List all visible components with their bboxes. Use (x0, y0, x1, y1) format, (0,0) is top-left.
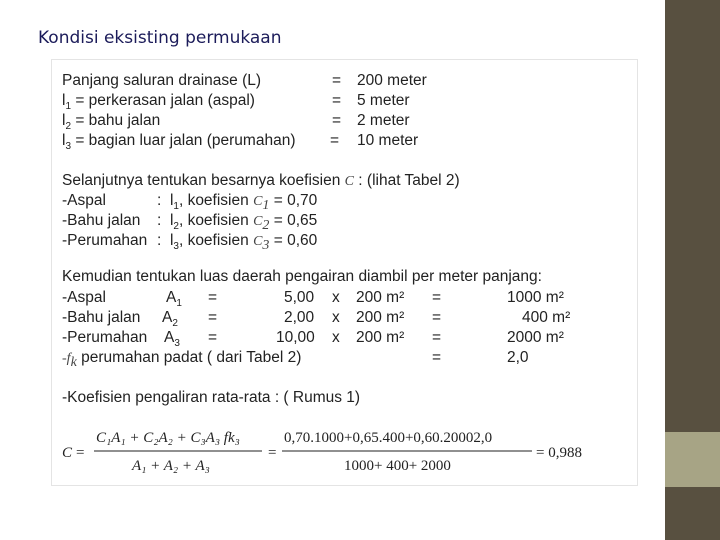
coef-name: -Bahu jalan (62, 212, 141, 229)
area-name: -Bahu jalan (62, 309, 141, 326)
area-eq: = (208, 309, 218, 326)
area-a-sub: 2 (172, 318, 178, 330)
fk-sub: k (70, 355, 77, 371)
length-value: 2 meter (357, 112, 410, 129)
coef-value: = 0,60 (269, 232, 318, 249)
area-length: 2,00 (284, 309, 315, 326)
area-result: 400 m² (522, 309, 571, 326)
coef-value: = 0,70 (269, 192, 318, 209)
area-a: A (162, 309, 173, 326)
length-subscript: 1 (65, 101, 72, 113)
coef-sep: : (157, 232, 162, 249)
area-length: 5,00 (284, 289, 315, 306)
area-symbol (166, 289, 182, 310)
fk-line (62, 349, 302, 371)
coef-l-sub: 3 (173, 241, 179, 253)
area-row-aspal (62, 289, 106, 307)
length-symbol: l (62, 112, 66, 129)
area-eq2: = (432, 289, 442, 306)
coef-row-aspal (62, 192, 106, 210)
length-symbol: l (62, 92, 66, 109)
coef-expression (157, 192, 318, 214)
coef-text: , koefisien (178, 212, 254, 229)
area-heading: Kemudian tentukan luas daerah pengairan diambil per meter panjang: (62, 268, 542, 285)
fk-eq: = (432, 349, 442, 366)
side-decor-dark (665, 0, 720, 432)
area-mult: 200 m² (356, 309, 405, 326)
area-a-sub: 1 (176, 298, 182, 310)
coef-heading-tail: : (lihat Tabel 2) (353, 172, 460, 189)
coef-heading-text: Selanjutnya tentukan besarnya koefisien (62, 172, 345, 189)
content-image-panel (52, 60, 637, 485)
length-label: = bahu jalan (71, 112, 161, 129)
formula-num2: 0,70.1000+0,65.400+0,60.20002,0 (284, 430, 493, 446)
coef-expression (157, 212, 318, 234)
length-eq: = (332, 112, 342, 129)
coef-c: C (253, 214, 263, 229)
coef-l: l (169, 232, 174, 249)
area-eq2: = (432, 329, 442, 346)
formula-eq1: = (76, 445, 85, 461)
area-times: x (332, 289, 340, 306)
length-eq: = (330, 132, 340, 149)
area-name: -Perumahan (62, 329, 148, 346)
length-line-l3 (62, 132, 296, 153)
area-a: A (164, 329, 175, 346)
formula-den1: A₁ + A₂ + A₃ (132, 458, 210, 474)
length-subscript: 3 (65, 141, 72, 153)
area-symbol (164, 329, 180, 350)
formula-eq2: = (268, 445, 277, 461)
fk-text: perumahan padat ( dari Tabel 2) (76, 349, 302, 366)
area-symbol (162, 309, 178, 330)
area-result: 1000 m² (507, 289, 564, 306)
fk-symbol: -f (62, 351, 71, 366)
formula-num1: C₁A₁ + C₂A₂ + C₃A₃ fk₃ (96, 430, 240, 446)
length-label: = bagian luar jalan (perumahan) (71, 132, 296, 149)
side-decor-bottom (665, 487, 720, 540)
coef-c-sub: 3 (262, 238, 270, 254)
coef-l: l (169, 192, 174, 209)
area-mult: 200 m² (356, 329, 405, 346)
length-value: 10 meter (357, 132, 419, 149)
area-a-sub: 3 (174, 338, 180, 350)
coef-c: C (253, 234, 263, 249)
length-eq: = (332, 92, 342, 109)
area-result: 2000 m² (507, 329, 564, 346)
length-value: 5 meter (357, 92, 410, 109)
coef-c-sub: 2 (262, 218, 270, 234)
length-symbol: l (62, 132, 66, 149)
coef-name: -Aspal (62, 192, 106, 209)
area-mult: 200 m² (356, 289, 405, 306)
coef-l-sub: 1 (173, 201, 179, 213)
fk-value: 2,0 (507, 349, 529, 366)
coef-expression (157, 232, 318, 254)
slide-title: Kondisi eksisting permukaan (38, 28, 282, 48)
area-length: 10,00 (276, 329, 315, 346)
coef-heading (62, 172, 460, 191)
length-value: 200 meter (357, 72, 427, 89)
length-subscript: 2 (65, 121, 72, 133)
formula-den2: 1000+ 400+ 2000 (344, 458, 451, 474)
length-line-L (62, 72, 261, 90)
area-name: -Aspal (62, 289, 106, 306)
coef-name: -Perumahan (62, 232, 148, 249)
avg-heading: -Koefisien pengaliran rata-rata : ( Rumus 1) (62, 389, 361, 406)
area-a: A (166, 289, 177, 306)
area-times: x (332, 309, 340, 326)
formula-svg (62, 420, 632, 480)
length-label: Panjang saluran drainase (L) (62, 72, 262, 89)
formula-result: = 0,988 (536, 445, 582, 461)
area-eq2: = (432, 309, 442, 326)
coef-row-perumahan (62, 232, 147, 250)
coef-text: , koefisien (178, 192, 254, 209)
coef-sep: : (157, 192, 162, 209)
coef-l: l (169, 212, 174, 229)
coef-c-sub: 1 (262, 198, 270, 214)
length-line-l2 (62, 112, 161, 133)
length-eq: = (332, 72, 342, 89)
coef-sep: : (157, 212, 162, 229)
area-eq: = (208, 329, 218, 346)
length-label: = perkerasan jalan (aspal) (71, 92, 255, 109)
coef-text: , koefisien (178, 232, 254, 249)
area-eq: = (208, 289, 218, 306)
coef-symbol: C (344, 174, 354, 189)
coefficient-formula (62, 420, 632, 480)
area-row-perumahan (62, 329, 147, 347)
area-times: x (332, 329, 340, 346)
formula-lhs: C (62, 445, 73, 461)
coef-l-sub: 2 (173, 221, 179, 233)
length-line-l1 (62, 92, 255, 113)
area-row-bahu (62, 309, 140, 327)
coef-c: C (253, 194, 263, 209)
coef-row-bahu (62, 212, 140, 230)
side-decor-light (665, 432, 720, 487)
coef-value: = 0,65 (269, 212, 318, 229)
